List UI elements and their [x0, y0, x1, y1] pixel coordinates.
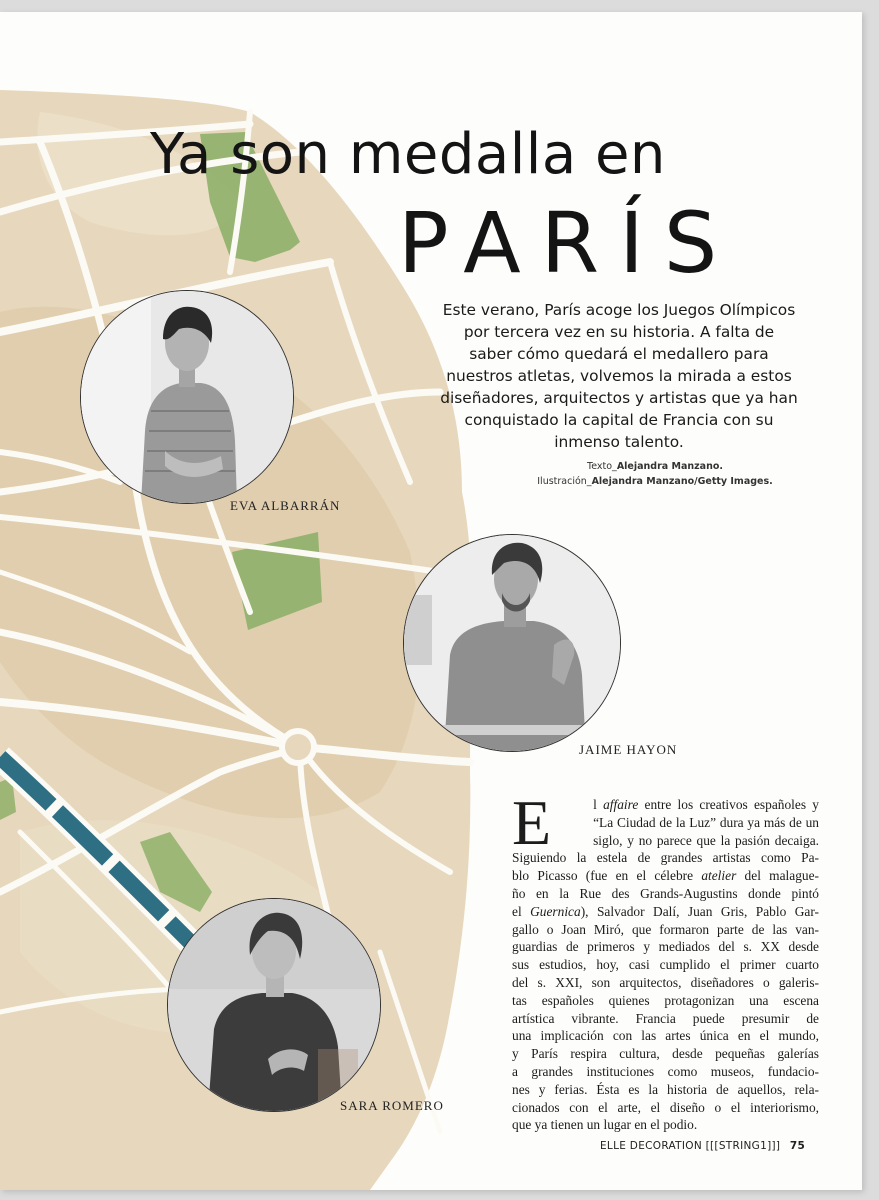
- article-line: una implicación con las artes única en el mundo,: [512, 1028, 819, 1044]
- page-footer: [600, 1140, 805, 1152]
- headline-line-1: Ya son medalla en: [150, 122, 666, 187]
- caption-jaime-hayon: JAIME HAYON: [579, 742, 678, 757]
- article-line: artística vibrante. Francia puede presumir de: [512, 1010, 819, 1026]
- article-line: el Guernica), Salvador Dalí, Juan Gris, Pablo Gar-: [512, 903, 819, 919]
- article-line: ño en la Rue des Grands-Augustins donde pintó: [512, 885, 819, 901]
- article-line: guardias de primeros y mediados del s. XX desde: [512, 939, 819, 955]
- magazine-page: [0, 12, 862, 1190]
- portrait-eva-albarran: [80, 290, 294, 504]
- article-line: l affaire entre los creativos españoles y: [593, 797, 819, 812]
- caption-sara-romero: SARA ROMERO: [340, 1098, 444, 1113]
- article-line: y París respira cultura, desde pequeñas galerías: [512, 1046, 819, 1062]
- article-line: Siguiendo la estela de grandes artistas como Pa-: [512, 850, 819, 866]
- caption-eva-albarran: EVA ALBARRÁN: [230, 498, 341, 513]
- credit-text: Texto_Alejandra Manzano.: [587, 461, 723, 472]
- article-line: sus estudios, hoy, casi cumplido el primer cuarto: [512, 957, 819, 973]
- article-line: que ya tienen un lugar en el podio.: [512, 1117, 698, 1133]
- credits: [490, 459, 820, 489]
- article-line: blo Picasso (fue en el célebre atelier del malague-: [512, 868, 819, 884]
- headline-line-2: PARÍS: [398, 194, 738, 292]
- article-line: tas españoles quienes protagonizan una escena: [512, 992, 819, 1008]
- article-line: gallo o Joan Miró, que formaron parte de las van-: [512, 921, 819, 937]
- article-line: cionados con el arte, el diseño o el interiorismo,: [512, 1099, 819, 1115]
- magazine-name: ELLE DECORATION: [600, 1140, 702, 1152]
- article-line: del s. XXI, son arquitectos, diseñadores o galeris-: [512, 974, 819, 990]
- portrait-sara-romero: [167, 898, 381, 1112]
- article-line: nes y ferias. Ésta es la historia de aquellos, rela-: [512, 1081, 819, 1097]
- article-line: “La Ciudad de la Luz” dura ya más de un: [593, 814, 819, 830]
- article-line: siglo, y no parece que la pasión decaiga.: [593, 832, 819, 848]
- credit-illustration: Ilustración_Alejandra Manzano/Getty Images.: [537, 476, 773, 487]
- intro-paragraph: Este verano, París acoge los Juegos Olímpicos por tercera vez en su historia. A falta de saber cómo quedará el medallero para nuestros atletas, volvemos la mirada a estos diseñadores, arquitectos y artistas que ya han conquistado la capital de Francia con su inmenso talento.: [440, 301, 798, 451]
- page-number: 75: [789, 1140, 806, 1152]
- issue-label: [[[STRING1]]]: [705, 1140, 781, 1152]
- portrait-jaime-hayon: [403, 534, 621, 752]
- article-body: [512, 787, 819, 1134]
- drop-cap: E: [512, 787, 552, 858]
- article-line: a grandes instituciones como museos, fundacio-: [512, 1063, 819, 1079]
